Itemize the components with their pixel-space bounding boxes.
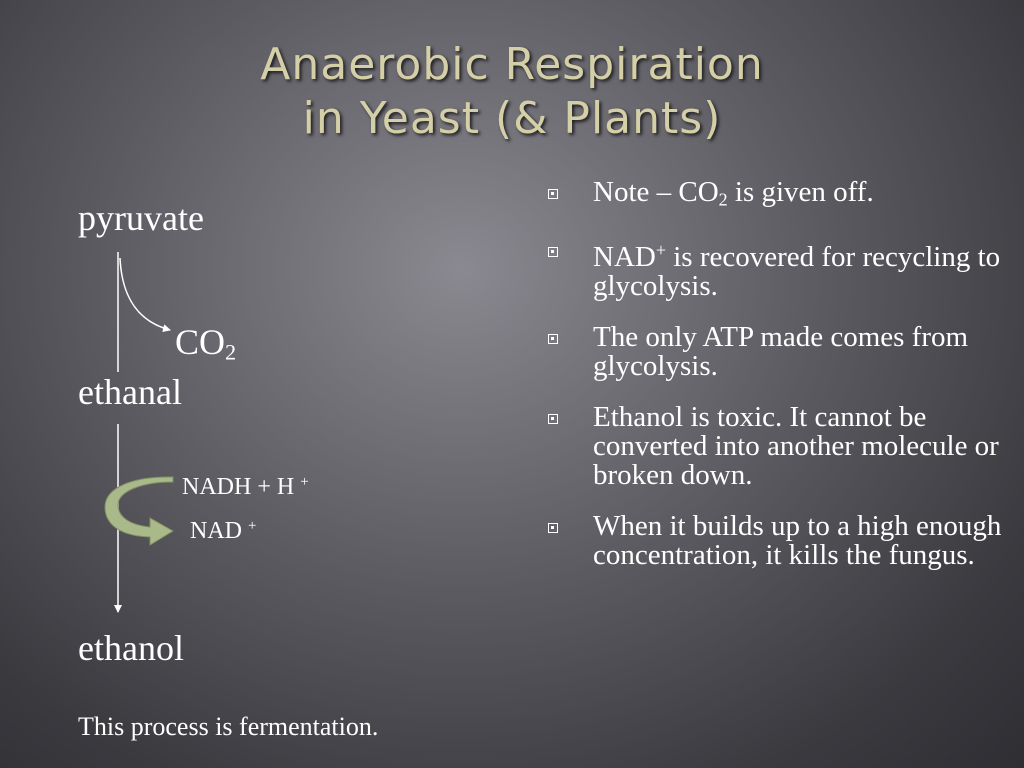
nad-label [190,512,256,545]
nad-text: NAD [190,518,242,545]
note-text-end: is given off. [727,176,874,208]
nadh-to-nad-arrow [105,477,173,545]
note-text: NAD [593,241,656,274]
nadh-label [182,468,309,501]
square-bullet-icon [548,247,558,257]
co2-subscript: 2 [225,339,237,365]
ethanol-label: ethanol [78,628,184,668]
note-item [548,178,1008,214]
note-text: The only ATP made comes from glycolysis. [593,321,969,383]
pyruvate-label: pyruvate [78,198,204,238]
title-line-2: in Yeast (& Plants) [302,93,722,144]
note-superscript: + [655,240,666,261]
co2-label [175,322,236,373]
square-bullet-icon [548,414,558,424]
note-subscript: 2 [718,189,728,210]
note-item [548,512,1008,570]
note-text: Ethanol is toxic. It cannot be converted into another molecule or broken down. [593,401,999,492]
footer-note: This process is fermentation. [78,712,379,741]
title-line-1: Anaerobic Respiration [260,39,764,90]
nadh-text: NADH + H [182,474,295,501]
ethanal-label: ethanal [78,372,182,412]
co2-base: CO [175,322,226,362]
note-text-end: is recovered for recycling to glycolysis. [593,241,1001,303]
nad-superscript: + [248,518,257,534]
square-bullet-icon [548,189,558,199]
square-bullet-icon [548,523,558,533]
nadh-superscript: + [300,474,309,490]
note-item [548,403,1008,490]
note-item [548,323,1008,381]
note-text: Note – CO [593,176,719,208]
co2-release-arrow [120,258,170,330]
note-item [548,236,1008,301]
square-bullet-icon [548,334,558,344]
note-text: When it builds up to a high enough concentration, it kills the fungus. [593,510,1002,572]
notes-list [548,178,1008,592]
